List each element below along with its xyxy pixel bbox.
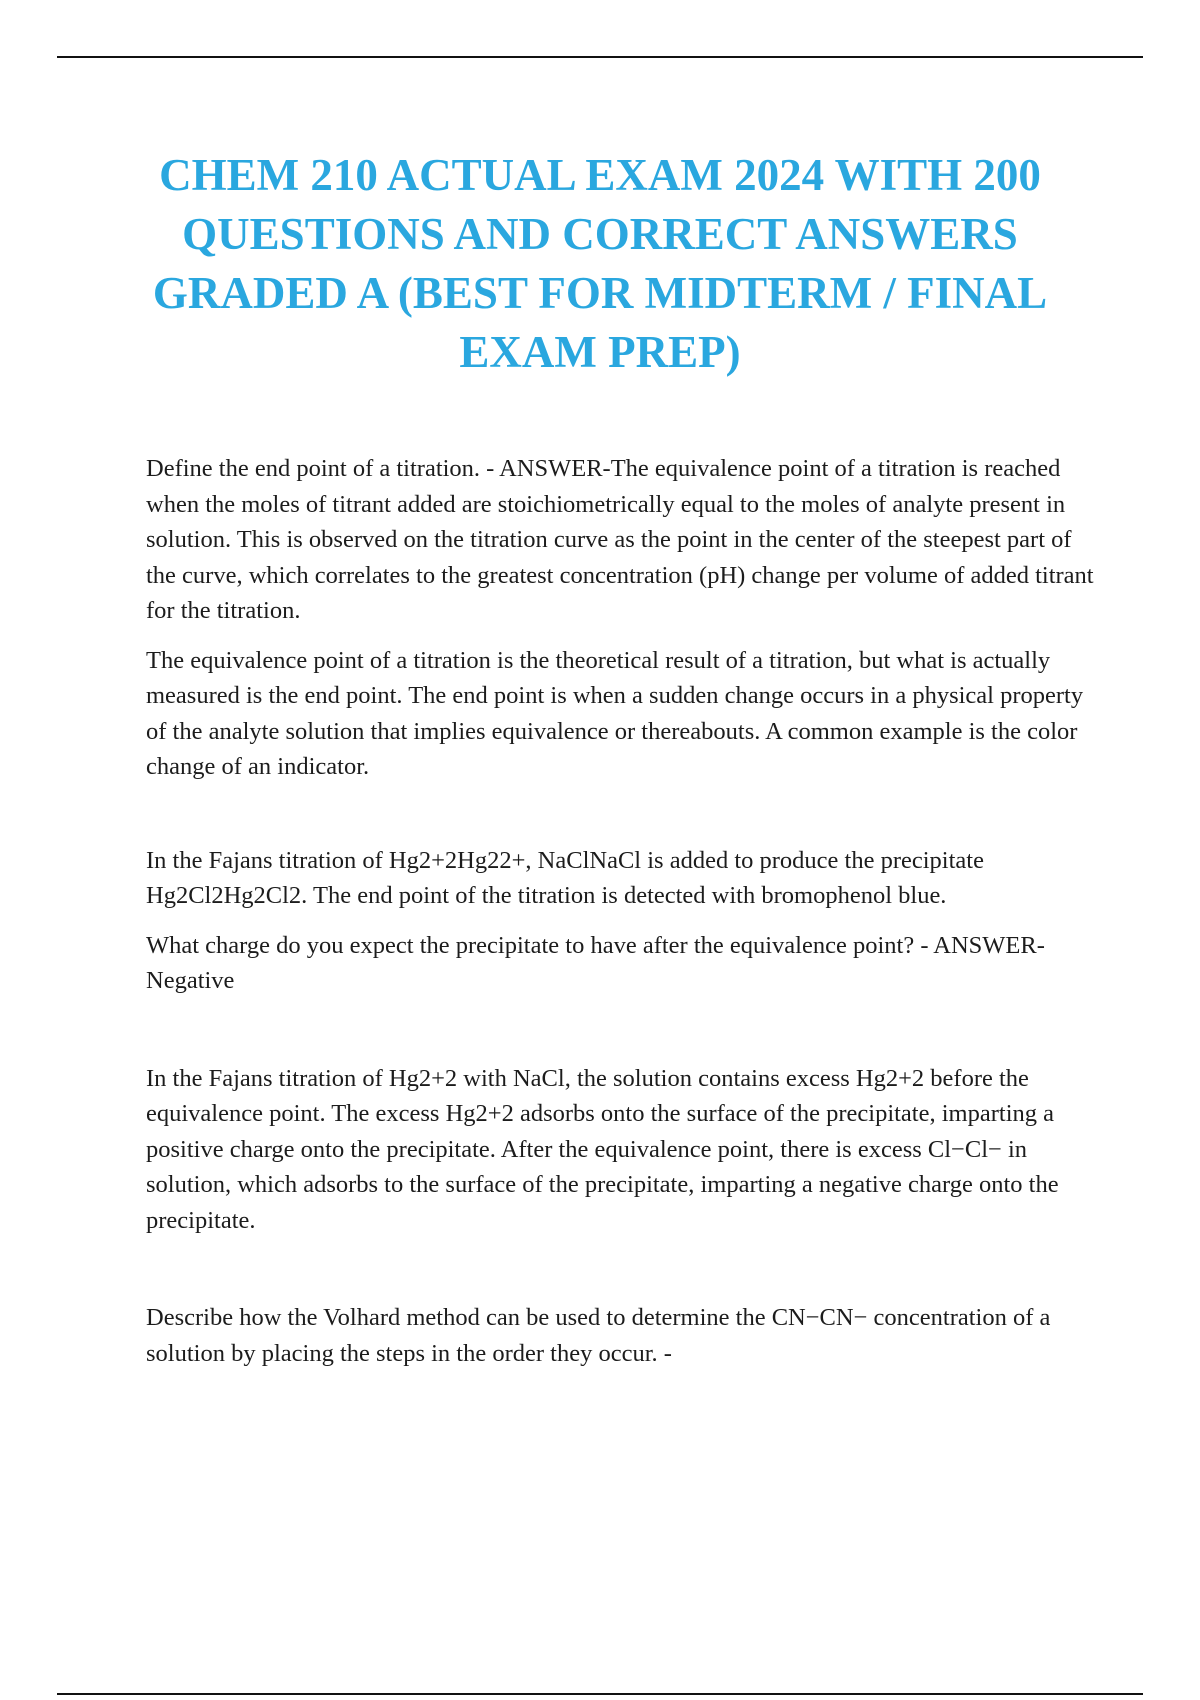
document-body bbox=[146, 451, 1096, 1371]
paragraph-end-point-question: Define the end point of a titration. - ANSWER-The equivalence point of a titration is reached when the moles of titrant added are stoichiometrically equal to the moles of analyte present in solution. This is observed on the titration curve as the point in the center of the steepest part of the curve, which correlates to the greatest concentration (pH) change per volume of added titrant for the titration. bbox=[146, 455, 1094, 624]
paragraph-fajans-setup: In the Fajans titration of Hg2+2Hg22+, NaClNaCl is added to produce the precipitate Hg2Cl2Hg2Cl2. The end point of the titration is detected with bromophenol blue. bbox=[146, 846, 984, 909]
paragraph-volhard-question: Describe how the Volhard method can be used to determine the CN−CN− concentration of a solution by placing the steps in the order they occur. - bbox=[146, 1304, 1051, 1367]
paragraph-charge-question: What charge do you expect the precipitate to have after the equivalence point? - ANSWER-Negative bbox=[146, 931, 1045, 994]
paragraph-fajans-explanation: In the Fajans titration of Hg2+2 with NaCl, the solution contains excess Hg2+2 before the equivalence point. The excess Hg2+2 adsorbs onto the surface of the precipitate, imparting a positive charge onto the precipitate. After the equivalence point, there is excess Cl−Cl− in solution, which adsorbs to the surface of the precipitate, imparting a negative charge onto the precipitate. bbox=[146, 1064, 1059, 1234]
document-title: CHEM 210 ACTUAL EXAM 2024 WITH 200 QUESTIONS AND CORRECT ANSWERS GRADED A (BEST FOR MIDTERM / FINAL EXAM PREP) bbox=[152, 150, 1048, 377]
paragraph-equivalence-explanation: The equivalence point of a titration is the theoretical result of a titration, but what is actually measured is the end point. The end point is when a sudden change occurs in a physical property of the analyte solution that implies equivalence or thereabouts. A common example is the color change of an indicator. bbox=[146, 646, 1084, 780]
header-rule bbox=[57, 56, 1143, 58]
footer-rule bbox=[57, 1693, 1143, 1695]
